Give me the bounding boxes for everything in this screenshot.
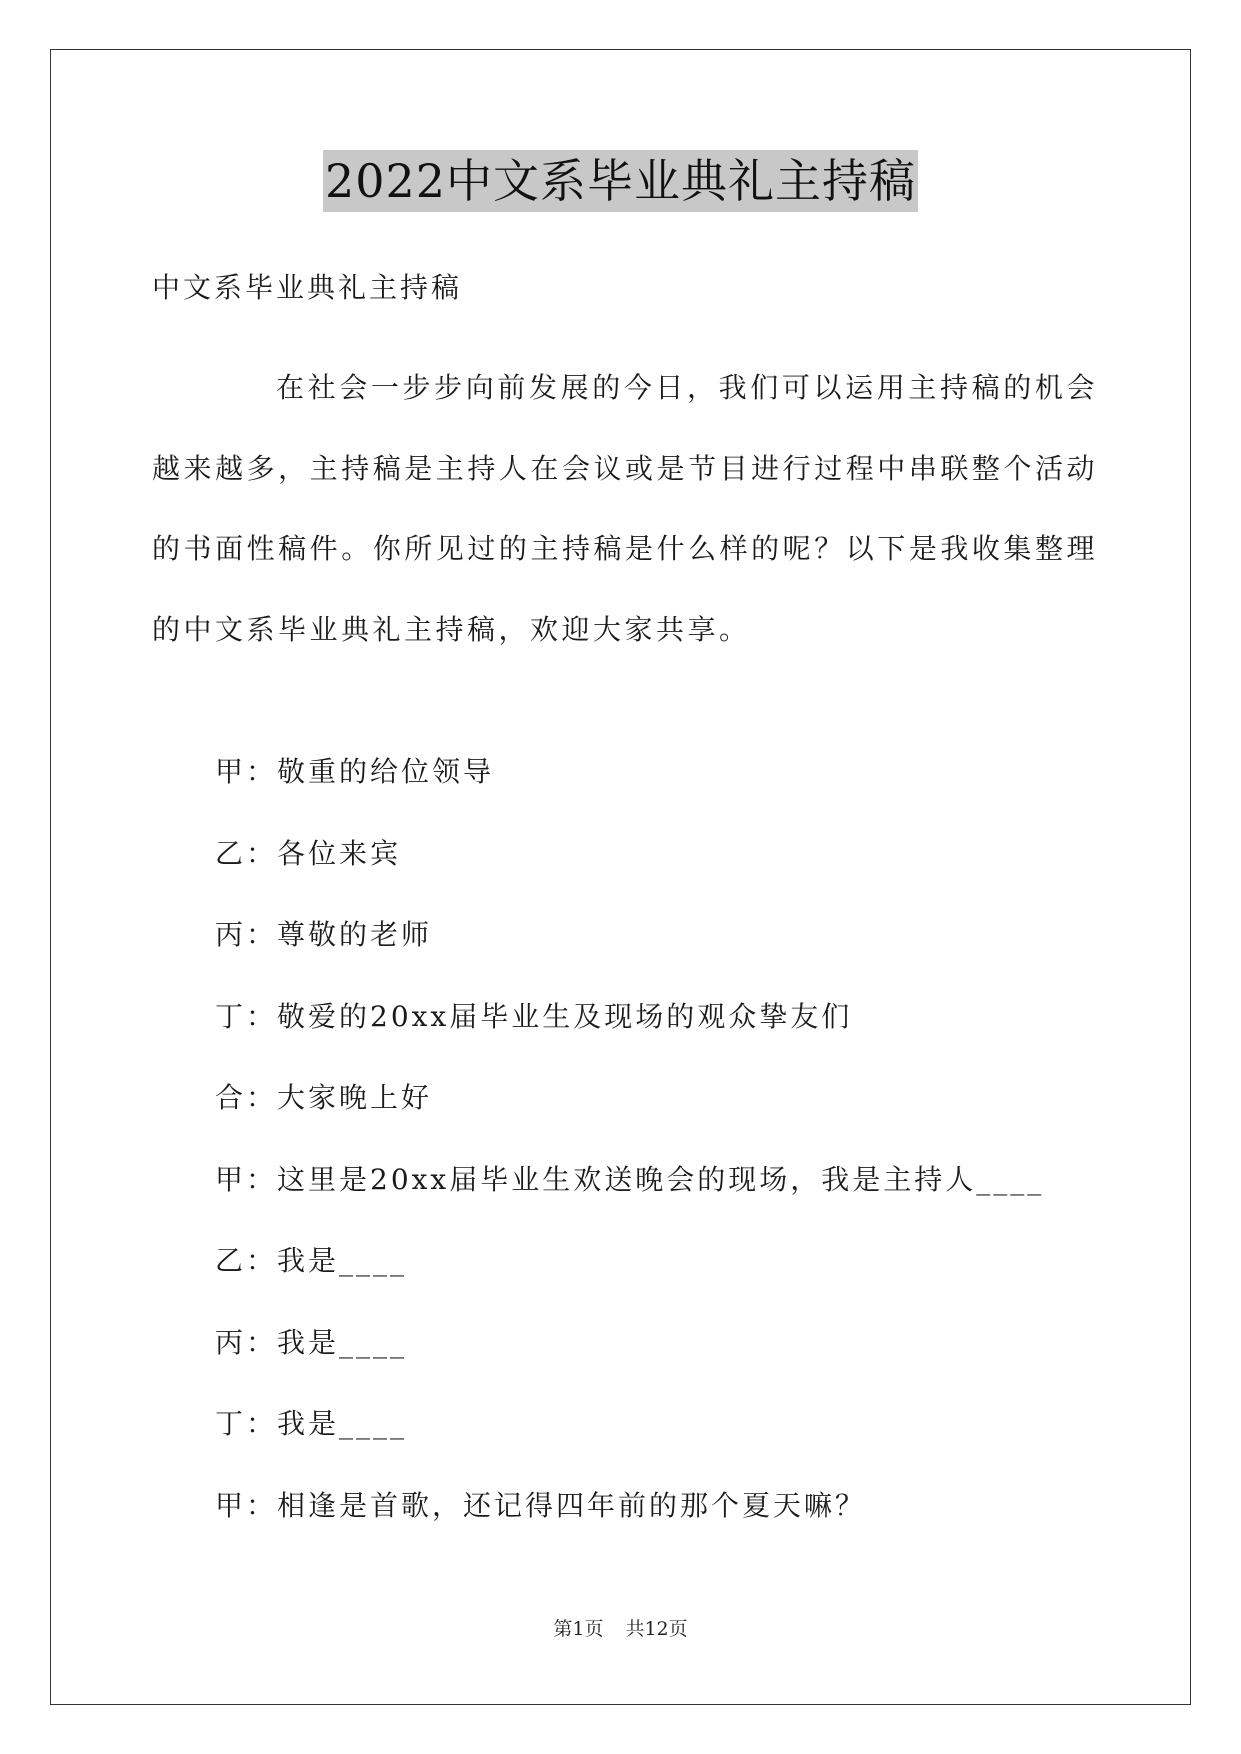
- dialogue-line: 丙：尊敬的老师: [215, 918, 433, 951]
- dialogue-line: 丁：我是____: [215, 1407, 408, 1440]
- document-title: 2022中文系毕业典礼主持稿: [323, 150, 918, 212]
- document-subtitle: 中文系毕业典礼主持稿: [152, 271, 463, 304]
- dialogue-line: 乙：我是____: [215, 1244, 408, 1277]
- page-number-total: 共12页: [625, 1618, 688, 1640]
- title-container: [0, 150, 1241, 212]
- dialogue-line: 合：大家晚上好: [215, 1081, 433, 1114]
- dialogue-line: 甲：相逢是首歌，还记得四年前的那个夏天嘛？: [215, 1488, 867, 1522]
- intro-paragraph: 在社会一步步向前发展的今日，我们可以运用主持稿的机会越来越多，主持稿是主持人在会议或是节目进行过程中串联整个活动的书面性稿件。你所见过的主持稿是什么样的呢？以下是我收集整理的中文系毕业典礼主持稿，欢迎大家共享。: [152, 371, 1098, 646]
- page-footer: [0, 1616, 1241, 1642]
- dialogue-list: [215, 752, 1044, 1567]
- dialogue-line: 丙：我是____: [215, 1325, 408, 1359]
- dialogue-line: 丁：敬爱的20xx届毕业生及现场的观众挚友们: [215, 999, 853, 1033]
- page-number-current: 第1页: [553, 1618, 604, 1640]
- dialogue-line: 甲：这里是20xx届毕业生欢送晚会的现场，我是主持人____: [215, 1162, 1045, 1196]
- dialogue-line: 乙：各位来宾: [215, 836, 402, 870]
- dialogue-line: 甲：敬重的给位领导: [215, 755, 495, 788]
